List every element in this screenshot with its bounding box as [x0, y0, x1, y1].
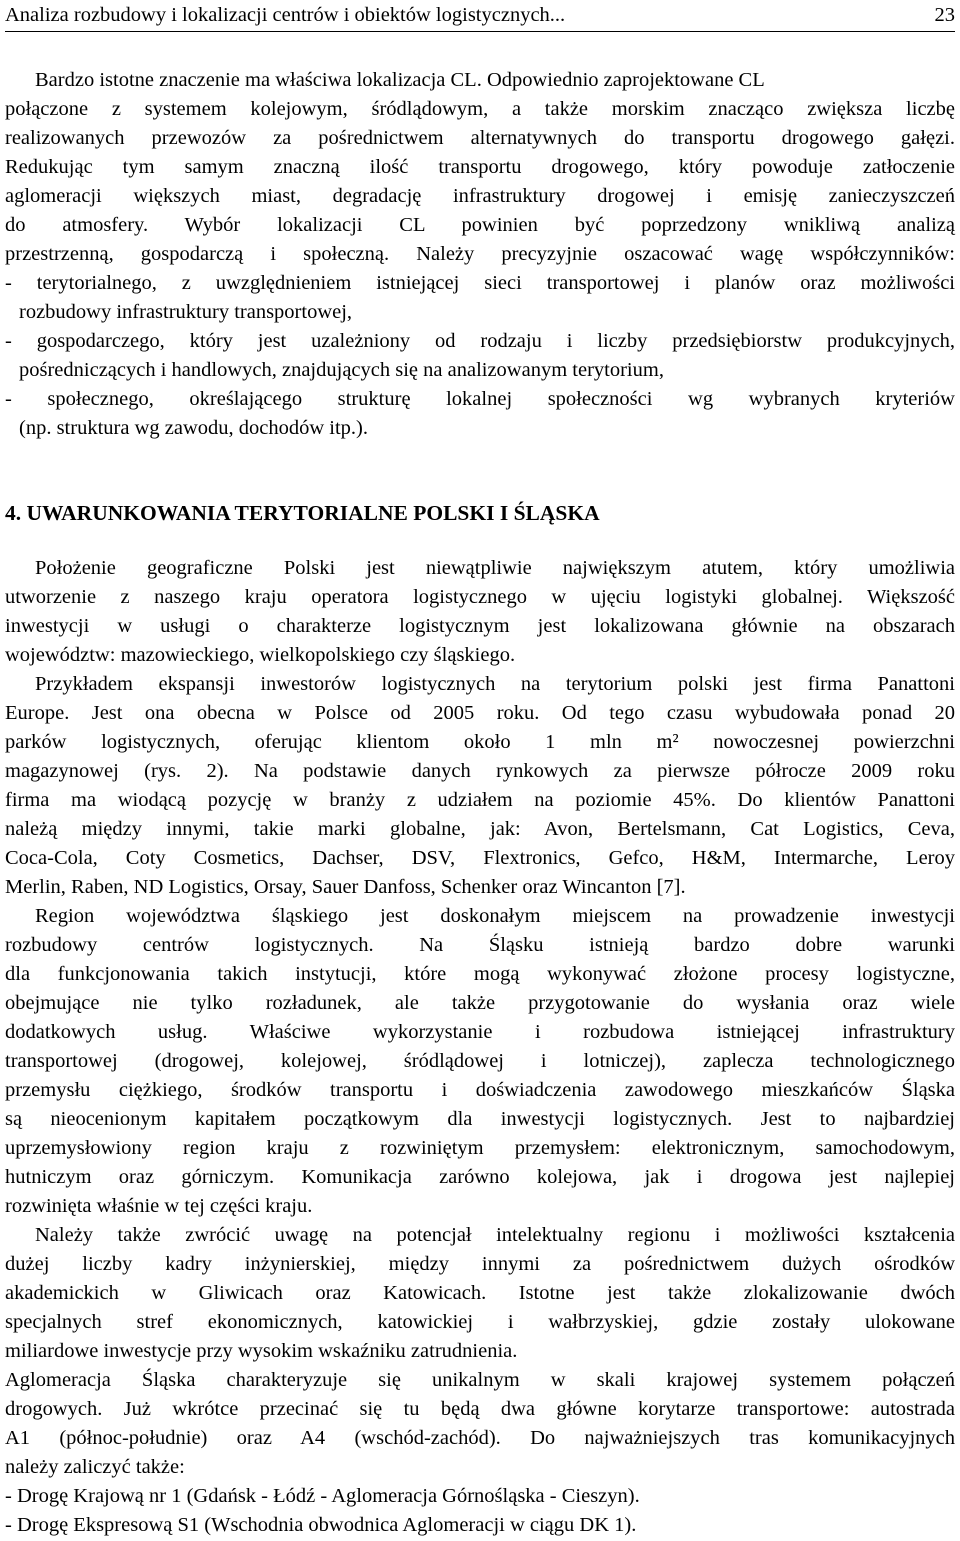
- section-heading: 4. UWARUNKOWANIA TERYTORIALNE POLSKI I ŚLĄSKA: [5, 501, 600, 525]
- text-line: dużej liczby kadry inżynierskiej, między innymi za pośrednictwem dużych ośrodków: [5, 1253, 955, 1275]
- list-item-line: (np. struktura wg zawodu, dochodów itp.).: [19, 417, 369, 439]
- text-line: realizowanych przewozów za pośrednictwem alternatywnych do transportu drogowego gałęzi.: [5, 127, 955, 149]
- text-line: Bardzo istotne znaczenie ma właściwa lokalizacja CL. Odpowiednio zaprojektowane CL: [35, 69, 765, 91]
- text-line: Przykładem ekspansji inwestorów logistycznych na terytorium polski jest firma Panattoni: [35, 673, 955, 695]
- text-line: przestrzenną, gospodarczą i społeczną. Należy precyzyjnie oszacować wagę współczynników:: [5, 243, 955, 265]
- text-line: rozbudowy centrów logistycznych. Na Śląsku istnieją bardzo dobre warunki: [5, 934, 955, 956]
- text-line: akademickich w Gliwicach oraz Katowicach. Istotne jest także zlokalizowanie dwóch: [5, 1282, 955, 1304]
- text-line: utworzenie z naszego kraju operatora logistycznego w ujęciu logistyki globalnej. Większość: [5, 586, 955, 608]
- text-line: należą między innymi, takie marki globalne, jak: Avon, Bertelsmann, Cat Logistics, Ceva,: [5, 818, 955, 840]
- text-line: hutniczym oraz górniczym. Komunikacja zarówno kolejowa, jak i drogowa jest najlepiej: [5, 1166, 955, 1188]
- list-item-line: - terytorialnego, z uwzględnieniem istniejącej sieci transportowej i planów oraz możliwości: [5, 272, 955, 294]
- text-line: Merlin, Raben, ND Logistics, Orsay, Sauer Danfoss, Schenker oraz Wincanton [7].: [5, 876, 686, 898]
- text-line: Coca-Cola, Coty Cosmetics, Dachser, DSV, Flextronics, Gefco, H&M, Intermarche, Leroy: [5, 847, 955, 869]
- list-item-line: - Drogę Krajową nr 1 (Gdańsk - Łódź - Aglomeracja Górnośląska - Cieszyn).: [5, 1485, 640, 1507]
- text-line: specjalnych stref ekonomicznych, katowickiej i wałbrzyskiej, gdzie zostały ulokowane: [5, 1311, 955, 1333]
- list-item-line: - społecznego, określającego strukturę lokalnej społeczności wg wybranych kryteriów: [5, 388, 955, 410]
- text-line: dla funkcjonowania takich instytucji, które mogą wykonywać złożone procesy logistyczne,: [5, 963, 955, 985]
- text-line: magazynowej (rys. 2). Na podstawie danych rynkowych za pierwsze półrocze 2009 roku: [5, 760, 955, 782]
- text-line: Europe. Jest ona obecna w Polsce od 2005 roku. Od tego czasu wybudowała ponad 20: [5, 702, 955, 724]
- list-item-line: rozbudowy infrastruktury transportowej,: [19, 301, 353, 323]
- text-line: są nieocenionym kapitałem początkowym dla inwestycji logistycznych. Jest to najbardziej: [5, 1108, 955, 1130]
- text-line: drogowych. Już wkrótce przecinać się tu będą dwa główne korytarze transportowe: autostrada: [5, 1398, 955, 1420]
- text-line: województw: mazowieckiego, wielkopolskiego czy śląskiego.: [5, 644, 516, 666]
- text-line: przemysłu ciężkiego, środków transportu i doświadczenia zawodowego mieszkańców Śląska: [5, 1079, 955, 1101]
- text-line: A1 (północ-południe) oraz A4 (wschód-zachód). Do najważniejszych tras komunikacyjnych: [5, 1427, 955, 1449]
- list-item-line: - Drogę Ekspresową S1 (Wschodnia obwodnica Aglomeracji w ciągu DK 1).: [5, 1514, 637, 1536]
- text-line: Położenie geograficzne Polski jest niewątpliwie największym atutem, który umożliwia: [35, 557, 955, 579]
- text-line: do atmosfery. Wybór lokalizacji CL powinien być poprzedzony wnikliwą analizą: [5, 214, 955, 236]
- header-title: Analiza rozbudowy i lokalizacji centrów i obiektów logistycznych...: [5, 4, 566, 26]
- running-header: [5, 0, 955, 32]
- text-line: rozwinięta właśnie w tej części kraju.: [5, 1195, 313, 1217]
- text-line: Aglomeracja Śląska charakteryzuje się unikalnym w skali krajowej systemem połączeń: [5, 1369, 955, 1391]
- text-line: należy zaliczyć także:: [5, 1456, 185, 1478]
- text-line: transportowej (drogowej, kolejowej, śródlądowej i lotniczej), zaplecza technologicznego: [5, 1050, 955, 1072]
- text-line: Należy także zwrócić uwagę na potencjał intelektualny regionu i możliwości kształcenia: [35, 1224, 955, 1246]
- page-number: 23: [934, 4, 955, 26]
- text-line: inwestycji w usługi o charakterze logistycznym jest lokalizowana głównie na obszarach: [5, 615, 955, 637]
- text-line: Redukując tym samym znaczną ilość transportu drogowego, który powoduje zatłoczenie: [5, 156, 955, 178]
- text-line: aglomeracji większych miast, degradację infrastruktury drogowej i emisję zanieczyszczeń: [5, 185, 955, 207]
- text-line: połączone z systemem kolejowym, śródlądowym, a także morskim znacząco zwiększa liczbę: [5, 98, 955, 120]
- list-item-line: - gospodarczego, który jest uzależniony od rodzaju i liczby przedsiębiorstw produkcyjnych,: [5, 330, 955, 352]
- text-line: uprzemysłowiony region kraju z rozwiniętym przemysłem: elektronicznym, samochodowym,: [5, 1137, 955, 1159]
- text-line: miliardowe inwestycje przy wysokim wskaźniku zatrudnienia.: [5, 1340, 518, 1362]
- text-line: Region województwa śląskiego jest doskonałym miejscem na prowadzenie inwestycji: [35, 905, 955, 927]
- list-item-line: pośredniczących i handlowych, znajdujących się na analizowanym terytorium,: [19, 359, 664, 381]
- text-line: obejmujące nie tylko rozładunek, ale także przygotowanie do wysłania oraz wiele: [5, 992, 955, 1014]
- text-line: dodatkowych usług. Właściwe wykorzystanie i rozbudowa istniejącej infrastruktury: [5, 1021, 955, 1043]
- text-line: firma ma wiodącą pozycję w branży z udziałem na poziomie 45%. Do klientów Panattoni: [5, 789, 955, 811]
- text-line: parków logistycznych, oferując klientom około 1 mln m² nowoczesnej powierzchni: [5, 731, 955, 753]
